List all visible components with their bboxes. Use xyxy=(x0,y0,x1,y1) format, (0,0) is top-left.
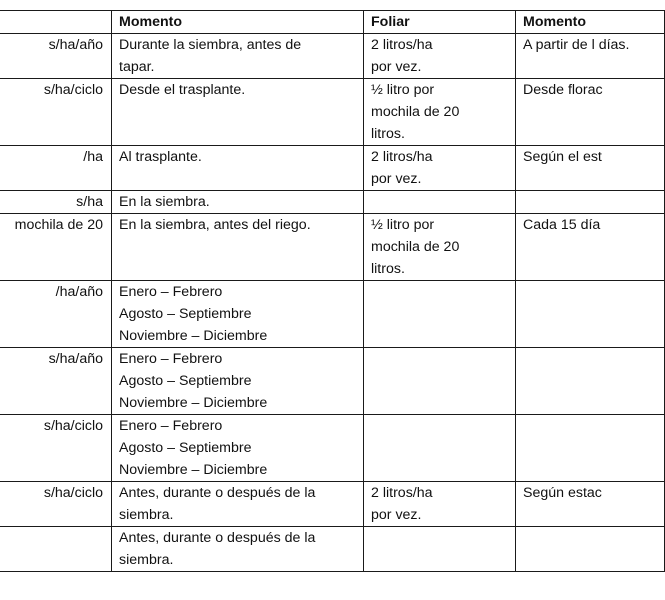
foliar-moment-cell xyxy=(516,527,665,572)
table-row xyxy=(0,527,665,572)
foliar-moment-cell xyxy=(516,191,665,214)
foliar-cell xyxy=(364,348,516,415)
foliar-moment-cell xyxy=(516,281,665,348)
foliar-cell: ½ litro por mochila de 20 litros. xyxy=(364,79,516,146)
fertilizer-application-table xyxy=(0,10,665,572)
moment-cell: Antes, durante o después de la siembra. xyxy=(112,527,364,572)
foliar-cell xyxy=(364,191,516,214)
foliar-cell: 2 litros/ha por vez. xyxy=(364,146,516,191)
moment-cell: Enero – Febrero Agosto – Septiembre Noviembre – Diciembre xyxy=(112,415,364,482)
moment-cell: Al trasplante. xyxy=(112,146,364,191)
foliar-moment-cell: Según el est xyxy=(516,146,665,191)
table-row xyxy=(0,348,665,415)
dose-cell: s/ha/ciclo xyxy=(0,79,112,146)
table-row xyxy=(0,415,665,482)
foliar-moment-cell: Según estac xyxy=(516,482,665,527)
table-row xyxy=(0,146,665,191)
dose-cell: s/ha/ciclo xyxy=(0,482,112,527)
dose-cell: /ha/año xyxy=(0,281,112,348)
header-dose xyxy=(0,11,112,34)
header-moment-foliar: Momento xyxy=(516,11,665,34)
foliar-cell: 2 litros/ha por vez. xyxy=(364,34,516,79)
moment-cell: Durante la siembra, antes de tapar. xyxy=(112,34,364,79)
foliar-cell: 2 litros/ha por vez. xyxy=(364,482,516,527)
moment-cell: Antes, durante o después de la siembra. xyxy=(112,482,364,527)
table-row xyxy=(0,191,665,214)
foliar-cell xyxy=(364,415,516,482)
foliar-cell xyxy=(364,527,516,572)
header-moment: Momento xyxy=(112,11,364,34)
foliar-moment-cell xyxy=(516,348,665,415)
moment-cell: Enero – Febrero Agosto – Septiembre Noviembre – Diciembre xyxy=(112,281,364,348)
table-row xyxy=(0,214,665,281)
foliar-moment-cell: Desde florac xyxy=(516,79,665,146)
table-row xyxy=(0,79,665,146)
foliar-moment-cell xyxy=(516,415,665,482)
moment-cell: Desde el trasplante. xyxy=(112,79,364,146)
foliar-cell: ½ litro por mochila de 20 litros. xyxy=(364,214,516,281)
header-foliar: Foliar xyxy=(364,11,516,34)
foliar-cell xyxy=(364,281,516,348)
dose-cell xyxy=(0,527,112,572)
moment-cell: En la siembra. xyxy=(112,191,364,214)
foliar-moment-cell: A partir de l días. xyxy=(516,34,665,79)
moment-cell: Enero – Febrero Agosto – Septiembre Noviembre – Diciembre xyxy=(112,348,364,415)
table-row xyxy=(0,281,665,348)
table-row xyxy=(0,34,665,79)
table-row xyxy=(0,482,665,527)
table-header-row xyxy=(0,11,665,34)
foliar-moment-cell: Cada 15 día xyxy=(516,214,665,281)
dose-cell: s/ha/ciclo xyxy=(0,415,112,482)
dose-cell: mochila de 20 xyxy=(0,214,112,281)
dose-cell: s/ha/año xyxy=(0,34,112,79)
dose-cell: s/ha xyxy=(0,191,112,214)
moment-cell: En la siembra, antes del riego. xyxy=(112,214,364,281)
dose-cell: s/ha/año xyxy=(0,348,112,415)
dose-cell: /ha xyxy=(0,146,112,191)
